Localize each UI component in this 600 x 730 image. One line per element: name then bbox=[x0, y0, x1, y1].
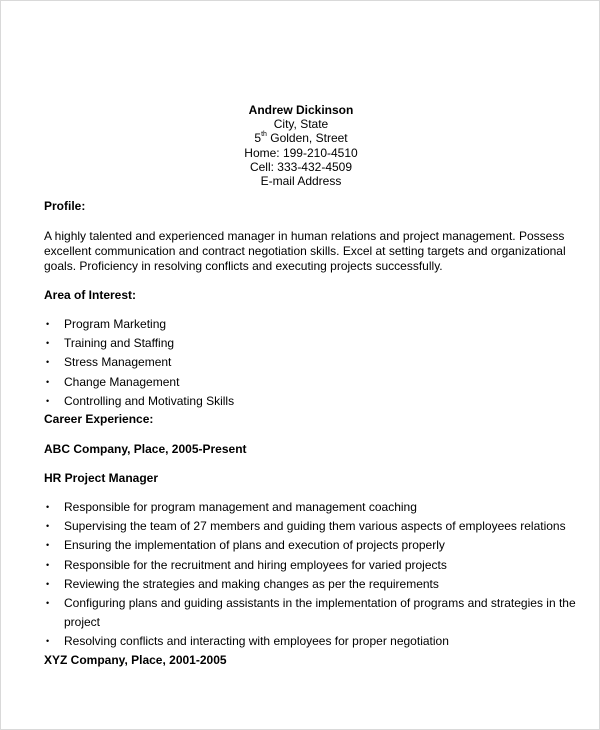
city-state: City, State bbox=[273, 117, 329, 132]
profile-heading: Profile: bbox=[44, 199, 86, 213]
street-name: Golden, Street bbox=[266, 131, 348, 146]
company-heading: ABC Company, Place, 2005-Present bbox=[44, 442, 247, 457]
list-item: • Stress Management bbox=[44, 353, 584, 372]
bullet-icon: • bbox=[46, 395, 50, 406]
cell-phone: Cell: 333-432-4509 bbox=[249, 159, 353, 174]
bullet-icon: • bbox=[46, 636, 50, 647]
home-phone: Home: 199-210-4510 bbox=[244, 145, 358, 160]
interests-list bbox=[44, 315, 584, 411]
bullet-icon: • bbox=[46, 559, 50, 570]
job-title: HR Project Manager bbox=[44, 471, 159, 486]
list-item: • Program Marketing bbox=[44, 315, 584, 334]
email-address: E-mail Address bbox=[260, 174, 342, 189]
street-number: 5 bbox=[254, 131, 262, 146]
bullet-icon: • bbox=[46, 357, 50, 368]
resume-body bbox=[44, 199, 584, 668]
bullet-icon: • bbox=[46, 338, 50, 349]
contact-header bbox=[1, 103, 600, 188]
list-item: • Controlling and Motivating Skills bbox=[44, 392, 584, 411]
bullet-icon: • bbox=[46, 521, 50, 532]
list-item: • Responsible for the recruitment and hiring employees for varied projects bbox=[44, 556, 584, 575]
list-item: • Training and Staffing bbox=[44, 334, 584, 353]
duties-list bbox=[44, 498, 584, 652]
list-item: • Supervising the team of 27 members and guiding them various aspects of employees relations bbox=[44, 517, 584, 536]
career-heading: Career Experience: bbox=[44, 412, 154, 427]
bullet-icon: • bbox=[46, 319, 50, 329]
list-item: • Ensuring the implementation of plans and execution of projects properly bbox=[44, 536, 584, 555]
bullet-icon: • bbox=[46, 598, 50, 609]
candidate-name: Andrew Dickinson bbox=[248, 103, 354, 117]
company-heading: XYZ Company, Place, 2001-2005 bbox=[44, 652, 227, 667]
bullet-icon: • bbox=[46, 376, 50, 387]
list-item: • Reviewing the strategies and making changes as per the requirements bbox=[44, 575, 584, 594]
profile-text: A highly talented and experienced manager in human relations and project management. Possess excellent communication and contract negotiation skills. Excel at setting targets and organizational goals. Proficiency in resolving conflicts and executing projects successfully. bbox=[44, 229, 566, 273]
bullet-icon: • bbox=[46, 578, 50, 589]
list-item: • Change Management bbox=[44, 373, 584, 392]
interests-heading: Area of Interest: bbox=[44, 288, 137, 302]
street-address bbox=[1, 131, 600, 145]
street-ordinal-suffix: th bbox=[261, 131, 267, 139]
list-item: • Configuring plans and guiding assistants in the implementation of programs and strategies in the project bbox=[46, 596, 576, 630]
bullet-icon: • bbox=[46, 540, 50, 551]
bullet-icon: • bbox=[46, 502, 50, 513]
list-item: • Responsible for program management and management coaching bbox=[44, 498, 584, 517]
list-item: • Resolving conflicts and interacting with employees for proper negotiation bbox=[44, 632, 584, 651]
